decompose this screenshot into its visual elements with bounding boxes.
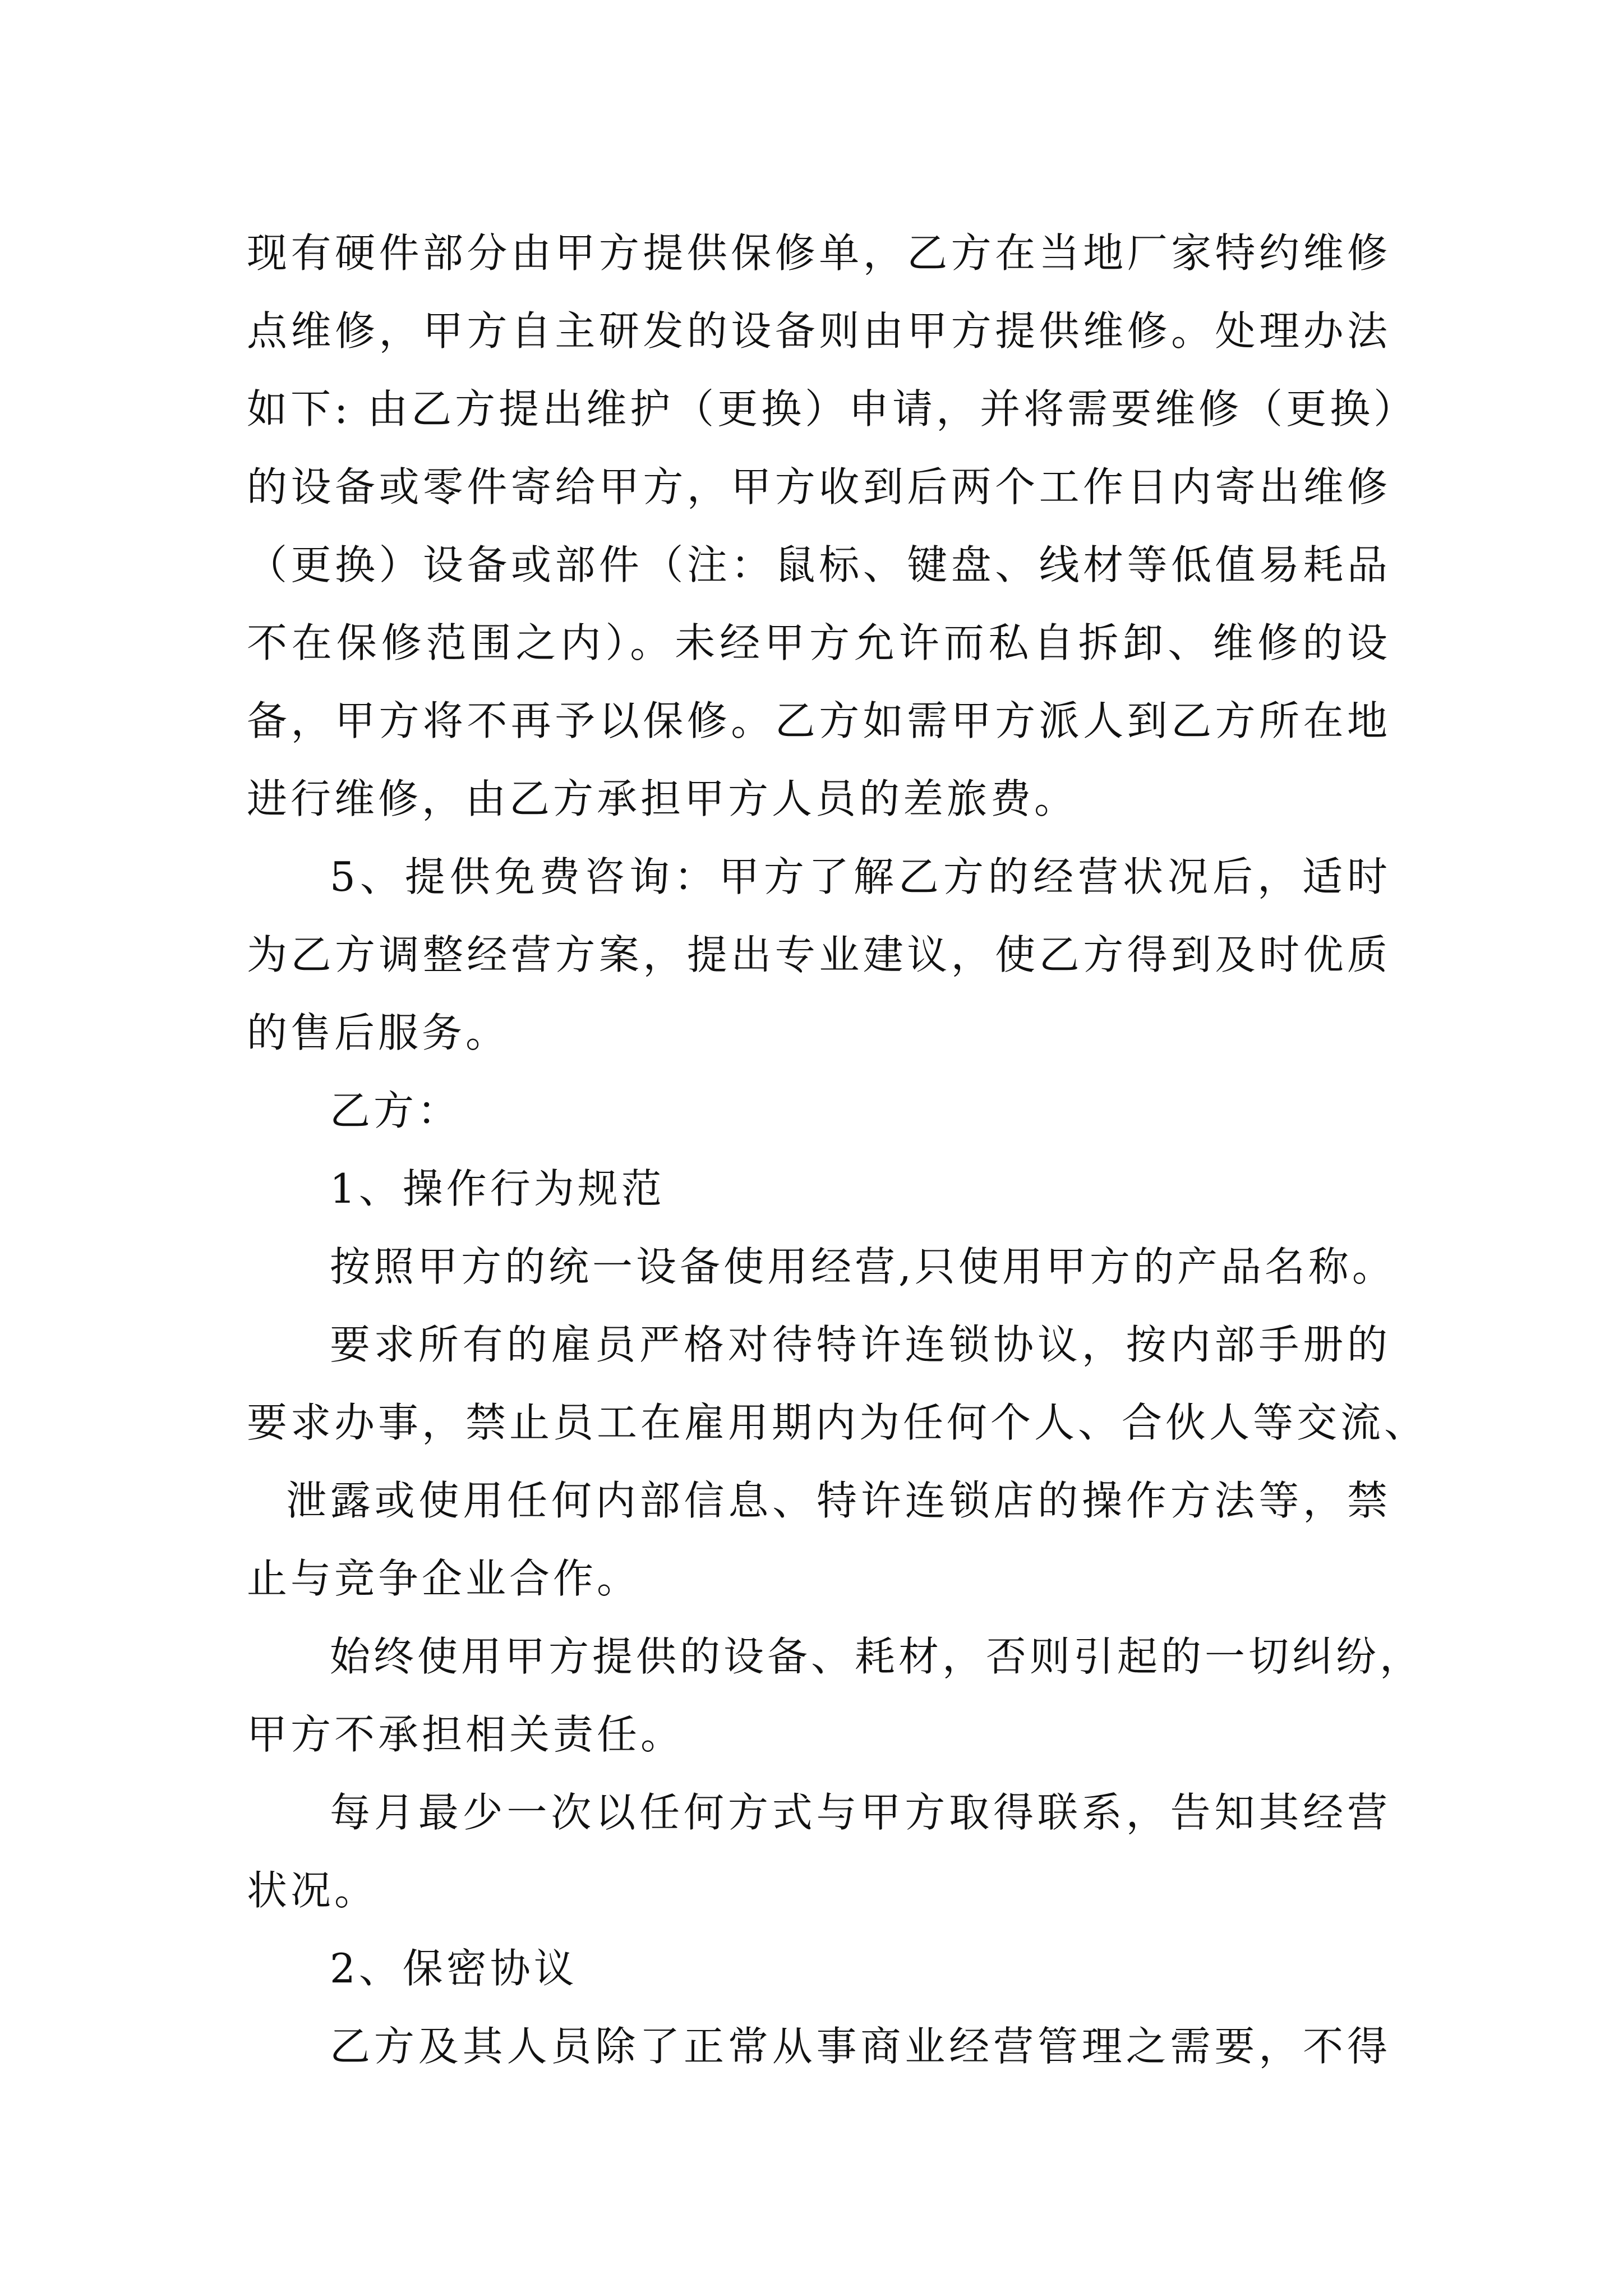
text-line: 状况。 [247, 1867, 379, 1914]
text-line: 止与竞争企业合作。 [247, 1555, 641, 1602]
document-body [247, 214, 1428, 2086]
text-line: 不在保修范围之内）。未经甲方允许而私自拆卸、维修的设 [247, 619, 1391, 666]
paragraph-start-line: 乙方及其人员除了正常从事商业经营管理之需要，不得 [330, 2023, 1391, 2070]
text-line: 备，甲方将不再予以保修。乙方如需甲方派人到乙方所在地 [247, 697, 1391, 744]
text-line: 现有硬件部分由甲方提供保修单，乙方在当地厂家特约维修 [247, 229, 1391, 277]
text-line: 甲方不承担相关责任。 [247, 1711, 685, 1758]
section-heading: 乙方： [330, 1087, 462, 1134]
paragraph-start-line: 每月最少一次以任何方式与甲方取得联系，告知其经营 [330, 1789, 1391, 1836]
subsection-heading: 1、操作行为规范 [330, 1165, 665, 1212]
text-line: 如下: 由乙方提出维护（更换）申请，并将需要维修（更换） [247, 385, 1418, 432]
paragraph-start-line: 按照甲方的统一设备使用经营,只使用甲方的产品名称。 [330, 1243, 1396, 1290]
text-line: 进行维修，由乙方承担甲方人员的差旅费。 [247, 775, 1078, 822]
paragraph-start-line: 要求所有的雇员严格对待特许连锁协议，按内部手册的 [330, 1321, 1391, 1368]
paragraph-start-line: 始终使用甲方提供的设备、耗材，否则引起的一切纠纷， [330, 1633, 1424, 1680]
text-line: 的设备或零件寄给甲方，甲方收到后两个工作日内寄出维修 [247, 463, 1391, 510]
text-line: （更换）设备或部件（注：鼠标、键盘、线材等低值易耗品 [247, 541, 1391, 588]
text-line: 要求办事，禁止员工在雇用期内为任何个人、合伙人等交流、 [247, 1399, 1428, 1446]
text-line: 为乙方调整经营方案，提出专业建议，使乙方得到及时优质 [247, 931, 1391, 978]
text-line: 的售后服务。 [247, 1009, 510, 1056]
text-line: 点维修，甲方自主研发的设备则由甲方提供维修。处理办法 [247, 307, 1391, 355]
text-line: 泄露或使用任何内部信息、特许连锁店的操作方法等，禁 [286, 1477, 1391, 1524]
paragraph-start-line: 5、提供免费咨询：甲方了解乙方的经营状况后，适时 [330, 853, 1391, 900]
subsection-heading: 2、保密协议 [330, 1945, 578, 1992]
